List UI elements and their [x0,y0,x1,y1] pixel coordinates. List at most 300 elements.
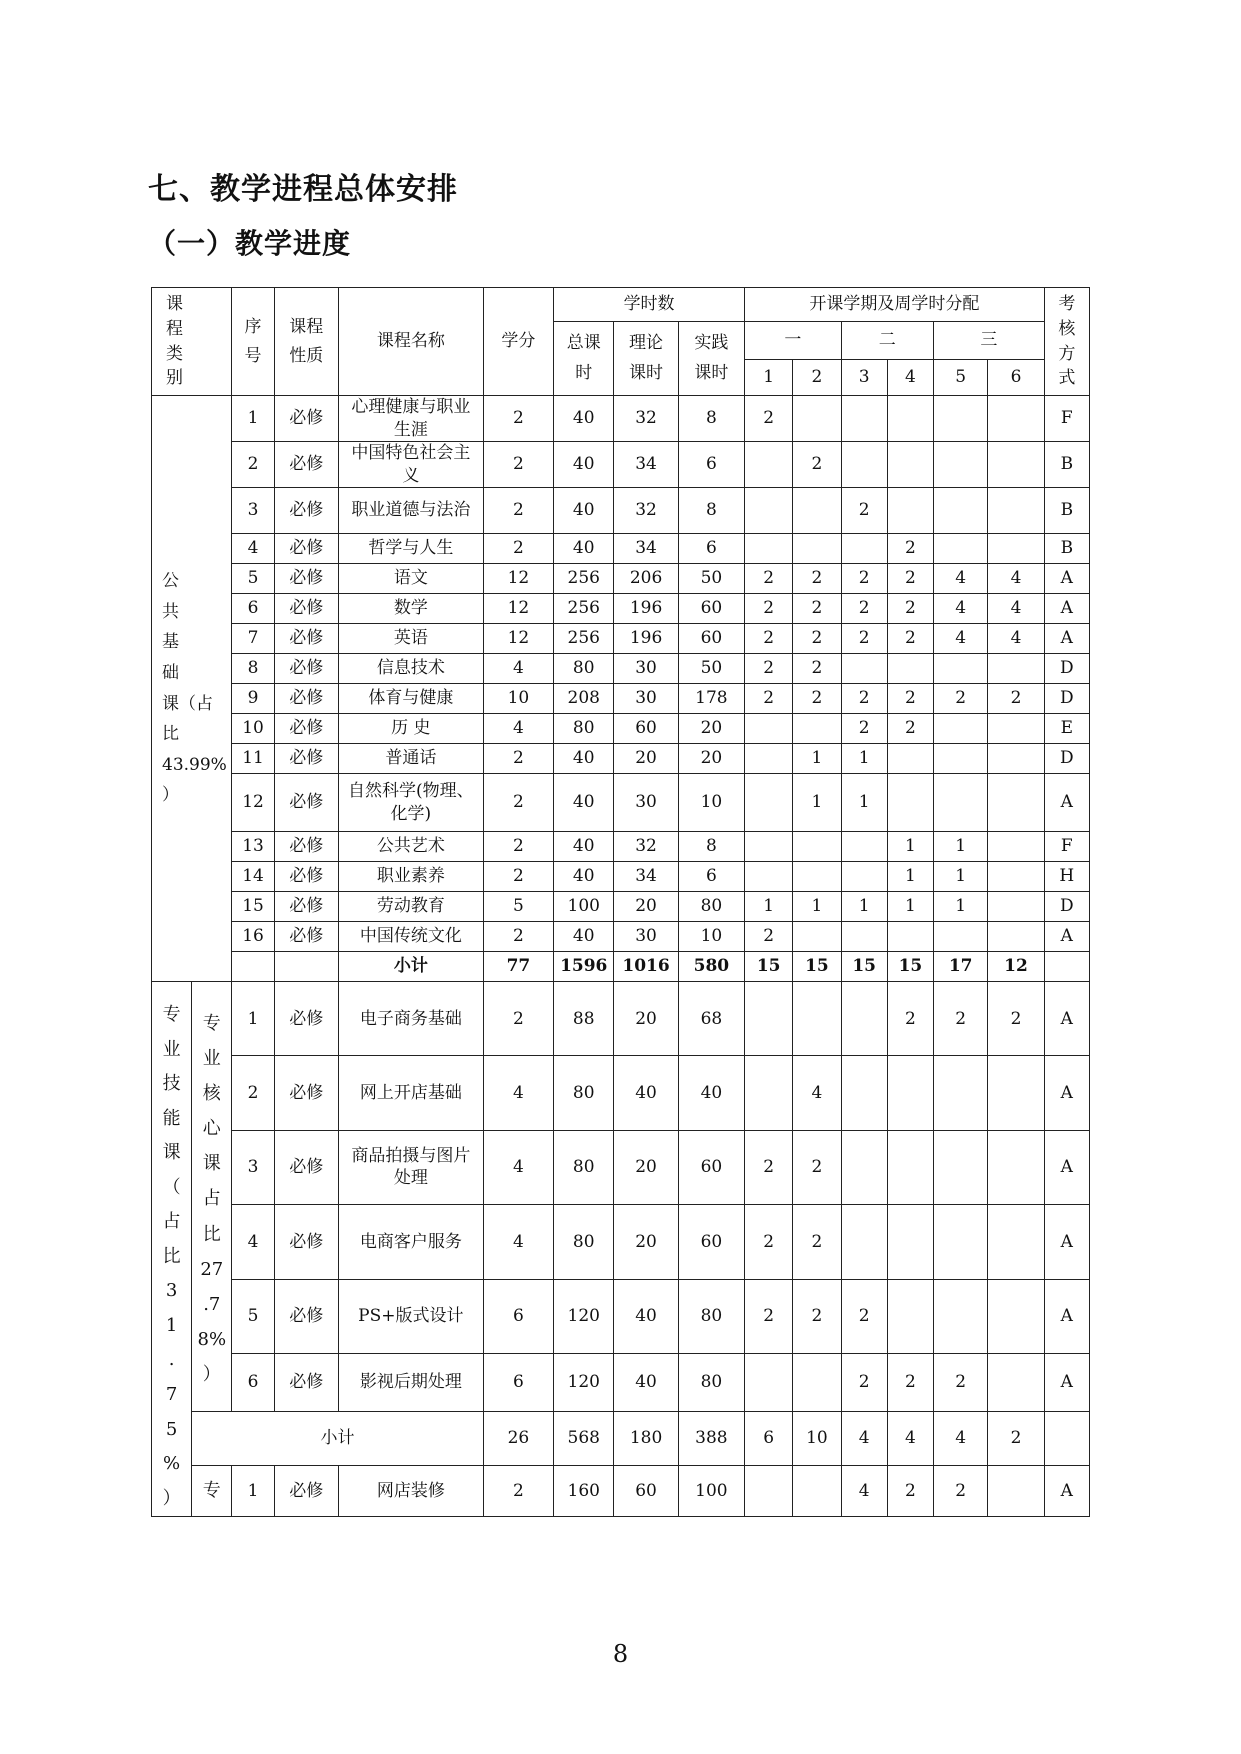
cell-seq: 15 [232,892,274,922]
cell-credit: 2 [483,1465,553,1517]
cell-credit: 4 [483,714,553,744]
cell-name: 中国特色社会主义 [338,442,483,488]
cell-seq: 1 [232,1465,274,1517]
cell-practice: 68 [678,982,744,1056]
cell-theory: 32 [614,832,678,862]
cell-t3: 4 [841,1465,887,1517]
cell-nature: 必修 [274,1130,338,1204]
cell-t6 [988,892,1044,922]
cell-theory: 20 [614,982,678,1056]
cell-t1: 1 [745,892,793,922]
cell-t2: 1 [793,774,841,832]
cell-t6: 4 [988,594,1044,624]
cell-t5: 2 [934,1465,988,1517]
header-category: 课 程 类 别 [152,288,232,396]
header-year-2: 二 [841,322,933,360]
cell-total: 80 [554,1205,614,1279]
cell-t2: 2 [793,594,841,624]
cell-t4: 2 [887,564,933,594]
table-row [152,1279,1090,1353]
cell-credit: 2 [483,922,553,952]
cell-total: 120 [554,1279,614,1353]
cell-nature: 必修 [274,594,338,624]
cell-t2 [793,396,841,442]
cell-practice: 6 [678,862,744,892]
table-row [152,1130,1090,1204]
table-row [152,624,1090,654]
header-total-hours: 总课 时 [554,322,614,396]
cell-t3: 2 [841,1279,887,1353]
cell-empty [274,952,338,982]
cell-t5 [934,396,988,442]
cell-total: 40 [554,534,614,564]
cell-name: 网上开店基础 [338,1056,483,1130]
cell-nature: 必修 [274,564,338,594]
cell-credit: 2 [483,744,553,774]
cell-t1: 2 [745,624,793,654]
cell-name: 网店装修 [338,1465,483,1517]
table-row [152,442,1090,488]
cell-practice: 60 [678,624,744,654]
cell-total: 40 [554,832,614,862]
header-nature: 课程 性质 [274,288,338,396]
cell-seq: 8 [232,654,274,684]
cell-t6 [988,1353,1044,1411]
cell-total: 80 [554,714,614,744]
cell-t2: 2 [793,1205,841,1279]
cell-t4: 2 [887,1353,933,1411]
subtotal-t3: 4 [841,1411,887,1465]
cell-practice: 8 [678,396,744,442]
cell-t3 [841,832,887,862]
cell-t2 [793,922,841,952]
cell-credit: 4 [483,1130,553,1204]
cell-t2: 1 [793,892,841,922]
cell-t5: 2 [934,982,988,1056]
cell-theory: 34 [614,862,678,892]
header-term-6: 6 [988,360,1044,396]
cell-name: 职业素养 [338,862,483,892]
table-row [152,684,1090,714]
cell-t1: 2 [745,654,793,684]
cell-seq: 16 [232,922,274,952]
cell-name: 影视后期处理 [338,1353,483,1411]
cell-total: 40 [554,442,614,488]
cell-theory: 30 [614,684,678,714]
subtotal-t5: 4 [934,1411,988,1465]
cell-t2: 2 [793,1130,841,1204]
cell-t4: 2 [887,684,933,714]
cell-t6 [988,442,1044,488]
subsection-heading: （一）教学进度 [148,227,352,260]
cell-nature: 必修 [274,1205,338,1279]
subtotal-theory: 180 [614,1411,678,1465]
cell-t2: 4 [793,1056,841,1130]
cell-t1: 2 [745,1279,793,1353]
subtotal-total: 568 [554,1411,614,1465]
cell-exam: F [1044,396,1089,442]
cell-t5 [934,714,988,744]
cell-exam: E [1044,714,1089,744]
cell-t3 [841,442,887,488]
cell-name: 商品拍摄与图片处理 [338,1130,483,1204]
cell-t3: 2 [841,488,887,534]
cell-credit: 2 [483,862,553,892]
header-theory-hours: 理论 课时 [614,322,678,396]
cell-t3: 1 [841,744,887,774]
cell-t3 [841,922,887,952]
cell-t3: 1 [841,892,887,922]
cell-seq: 3 [232,488,274,534]
cell-credit: 2 [483,982,553,1056]
cell-t1 [745,442,793,488]
cell-t3: 2 [841,1353,887,1411]
subtotal-t2: 15 [793,952,841,982]
subtotal-row [152,1411,1090,1465]
cell-exam: H [1044,862,1089,892]
cell-total: 40 [554,774,614,832]
table-row [152,832,1090,862]
cell-t5 [934,1130,988,1204]
cell-t3: 2 [841,564,887,594]
cell-seq: 1 [232,396,274,442]
cell-t1 [745,982,793,1056]
header-course-name: 课程名称 [338,288,483,396]
cell-t6 [988,488,1044,534]
cell-t2: 2 [793,654,841,684]
cell-exam: F [1044,832,1089,862]
cell-credit: 12 [483,624,553,654]
cell-exam: A [1044,1279,1089,1353]
cell-theory: 40 [614,1056,678,1130]
table-row [152,654,1090,684]
cell-t1: 2 [745,564,793,594]
cell-seq: 4 [232,534,274,564]
cell-name: 中国传统文化 [338,922,483,952]
cell-total: 80 [554,654,614,684]
cell-t1: 2 [745,594,793,624]
cell-nature: 必修 [274,922,338,952]
cell-name: 英语 [338,624,483,654]
cell-t4 [887,1279,933,1353]
header-practice-hours: 实践 课时 [678,322,744,396]
cell-t2: 1 [793,744,841,774]
cell-name: PS+版式设计 [338,1279,483,1353]
cell-practice: 20 [678,744,744,774]
cell-t6 [988,534,1044,564]
cell-t5: 4 [934,624,988,654]
cell-nature: 必修 [274,442,338,488]
cell-practice: 50 [678,654,744,684]
cell-practice: 20 [678,714,744,744]
header-hours: 学时数 [554,288,745,322]
cell-t4 [887,1056,933,1130]
cell-t1 [745,534,793,564]
cell-t6 [988,1465,1044,1517]
cell-theory: 34 [614,534,678,564]
cell-t1 [745,862,793,892]
cell-t4: 1 [887,832,933,862]
cell-seq: 5 [232,564,274,594]
cell-t6 [988,1056,1044,1130]
cell-seq: 2 [232,1056,274,1130]
subtotal-theory: 1016 [614,952,678,982]
cell-nature: 必修 [274,982,338,1056]
section-heading: 七、教学进程总体安排 [148,172,458,207]
cell-credit: 2 [483,534,553,564]
cell-t4 [887,774,933,832]
cell-name: 语文 [338,564,483,594]
cell-total: 256 [554,624,614,654]
cell-nature: 必修 [274,654,338,684]
cell-seq: 2 [232,442,274,488]
cell-t4 [887,396,933,442]
cell-total: 100 [554,892,614,922]
cell-t3 [841,982,887,1056]
cell-t2 [793,832,841,862]
cell-seq: 14 [232,862,274,892]
header-seq: 序 号 [232,288,274,396]
cell-nature: 必修 [274,1353,338,1411]
cell-seq: 5 [232,1279,274,1353]
cell-t2 [793,534,841,564]
cell-name: 自然科学(物理、化学) [338,774,483,832]
cell-exam: A [1044,1056,1089,1130]
cell-t4: 2 [887,594,933,624]
cell-seq: 6 [232,1353,274,1411]
subtotal-t1: 15 [745,952,793,982]
cell-nature: 必修 [274,624,338,654]
cell-t5: 2 [934,684,988,714]
subtotal-t6: 12 [988,952,1044,982]
cell-t5: 1 [934,862,988,892]
cell-exam: A [1044,1205,1089,1279]
cell-t6 [988,922,1044,952]
cell-practice: 6 [678,442,744,488]
cell-total: 40 [554,744,614,774]
cell-exam: A [1044,982,1089,1056]
cell-t1 [745,1353,793,1411]
cell-theory: 32 [614,488,678,534]
cell-t5 [934,922,988,952]
cell-practice: 50 [678,564,744,594]
cell-practice: 60 [678,1205,744,1279]
table-row [152,982,1090,1056]
header-term-3: 3 [841,360,887,396]
cell-t6 [988,774,1044,832]
category-public-basic: 公 共 基 础 课（占 比 43.99% ） [152,396,232,982]
cell-theory: 196 [614,624,678,654]
cell-theory: 20 [614,1205,678,1279]
cell-name: 公共艺术 [338,832,483,862]
cell-seq: 1 [232,982,274,1056]
table-row [152,774,1090,832]
cell-t4: 2 [887,714,933,744]
cell-nature: 必修 [274,396,338,442]
subtotal-t6: 2 [988,1411,1044,1465]
cell-theory: 34 [614,442,678,488]
table-row [152,1353,1090,1411]
cell-t4 [887,744,933,774]
cell-exam: D [1044,892,1089,922]
cell-t6 [988,396,1044,442]
cell-t5 [934,1279,988,1353]
cell-nature: 必修 [274,744,338,774]
cell-name: 心理健康与职业生涯 [338,396,483,442]
cell-t1: 2 [745,1130,793,1204]
cell-seq: 4 [232,1205,274,1279]
table-row [152,564,1090,594]
cell-theory: 206 [614,564,678,594]
header-term-4: 4 [887,360,933,396]
cell-t6: 4 [988,564,1044,594]
cell-total: 256 [554,594,614,624]
subtotal-t5: 17 [934,952,988,982]
cell-name: 体育与健康 [338,684,483,714]
subtotal-t2: 10 [793,1411,841,1465]
cell-credit: 2 [483,832,553,862]
cell-name: 历 史 [338,714,483,744]
table-row [152,594,1090,624]
cell-t6 [988,714,1044,744]
cell-t5 [934,1205,988,1279]
cell-empty [1044,1411,1089,1465]
cell-t6 [988,832,1044,862]
subtotal-label: 小计 [338,952,483,982]
cell-credit: 2 [483,442,553,488]
cell-t5 [934,774,988,832]
cell-total: 256 [554,564,614,594]
subtotal-t1: 6 [745,1411,793,1465]
cell-exam: D [1044,744,1089,774]
cell-t3 [841,396,887,442]
cell-practice: 80 [678,1353,744,1411]
subtotal-credit: 77 [483,952,553,982]
cell-t6 [988,744,1044,774]
cell-practice: 80 [678,892,744,922]
cell-name: 职业道德与法治 [338,488,483,534]
cell-name: 信息技术 [338,654,483,684]
cell-exam: B [1044,442,1089,488]
cell-credit: 12 [483,564,553,594]
category-professional-core: 专 业 核 心 课 占 比 27 .7 8% ） [192,982,232,1412]
cell-credit: 2 [483,774,553,832]
table-row [152,534,1090,564]
cell-t2 [793,1353,841,1411]
cell-t4 [887,488,933,534]
cell-t2 [793,1465,841,1517]
cell-seq: 7 [232,624,274,654]
cell-empty [1044,952,1089,982]
header-exam-method: 考 核 方 式 [1044,288,1089,396]
cell-seq: 6 [232,594,274,624]
cell-credit: 2 [483,396,553,442]
cell-theory: 40 [614,1353,678,1411]
cell-name: 普通话 [338,744,483,774]
cell-t6: 2 [988,982,1044,1056]
cell-t5 [934,488,988,534]
cell-t4: 2 [887,982,933,1056]
cell-t3 [841,1130,887,1204]
subtotal-practice: 580 [678,952,744,982]
cell-t1 [745,1465,793,1517]
cell-t5: 4 [934,564,988,594]
cell-theory: 196 [614,594,678,624]
table-row [152,1056,1090,1130]
cell-seq: 11 [232,744,274,774]
cell-t5: 1 [934,892,988,922]
page-number: 8 [612,1640,629,1668]
cell-total: 160 [554,1465,614,1517]
category-professional-extension: 专 [192,1465,232,1517]
cell-t5: 4 [934,594,988,624]
cell-seq: 3 [232,1130,274,1204]
cell-credit: 5 [483,892,553,922]
cell-t3: 2 [841,624,887,654]
cell-t6: 4 [988,624,1044,654]
cell-seq: 10 [232,714,274,744]
cell-t4: 2 [887,624,933,654]
cell-t6: 2 [988,684,1044,714]
cell-total: 40 [554,396,614,442]
header-term-distribution: 开课学期及周学时分配 [745,288,1045,322]
cell-exam: A [1044,1130,1089,1204]
cell-t2: 2 [793,1279,841,1353]
cell-theory: 40 [614,1279,678,1353]
cell-theory: 60 [614,714,678,744]
cell-practice: 80 [678,1279,744,1353]
cell-t6 [988,1205,1044,1279]
cell-total: 120 [554,1353,614,1411]
cell-practice: 10 [678,922,744,952]
cell-exam: D [1044,684,1089,714]
cell-seq: 13 [232,832,274,862]
cell-practice: 40 [678,1056,744,1130]
cell-theory: 60 [614,1465,678,1517]
cell-name: 劳动教育 [338,892,483,922]
cell-nature: 必修 [274,1465,338,1517]
cell-t3: 2 [841,594,887,624]
cell-practice: 100 [678,1465,744,1517]
table-row [152,714,1090,744]
cell-t3 [841,534,887,564]
cell-nature: 必修 [274,488,338,534]
cell-t2: 2 [793,564,841,594]
cell-exam: A [1044,594,1089,624]
cell-nature: 必修 [274,534,338,564]
header-term-5: 5 [934,360,988,396]
cell-credit: 6 [483,1353,553,1411]
header-credit: 学分 [483,288,553,396]
cell-name: 电商客户服务 [338,1205,483,1279]
cell-t3 [841,654,887,684]
cell-credit: 4 [483,654,553,684]
table-row [152,892,1090,922]
subtotal-total: 1596 [554,952,614,982]
table-row [152,1465,1090,1517]
cell-t4 [887,1130,933,1204]
cell-practice: 6 [678,534,744,564]
cell-total: 40 [554,488,614,534]
cell-t5 [934,1056,988,1130]
cell-t4 [887,442,933,488]
table-row [152,862,1090,892]
cell-exam: B [1044,488,1089,534]
cell-theory: 20 [614,744,678,774]
cell-nature: 必修 [274,1056,338,1130]
cell-t5: 2 [934,1353,988,1411]
cell-theory: 20 [614,1130,678,1204]
